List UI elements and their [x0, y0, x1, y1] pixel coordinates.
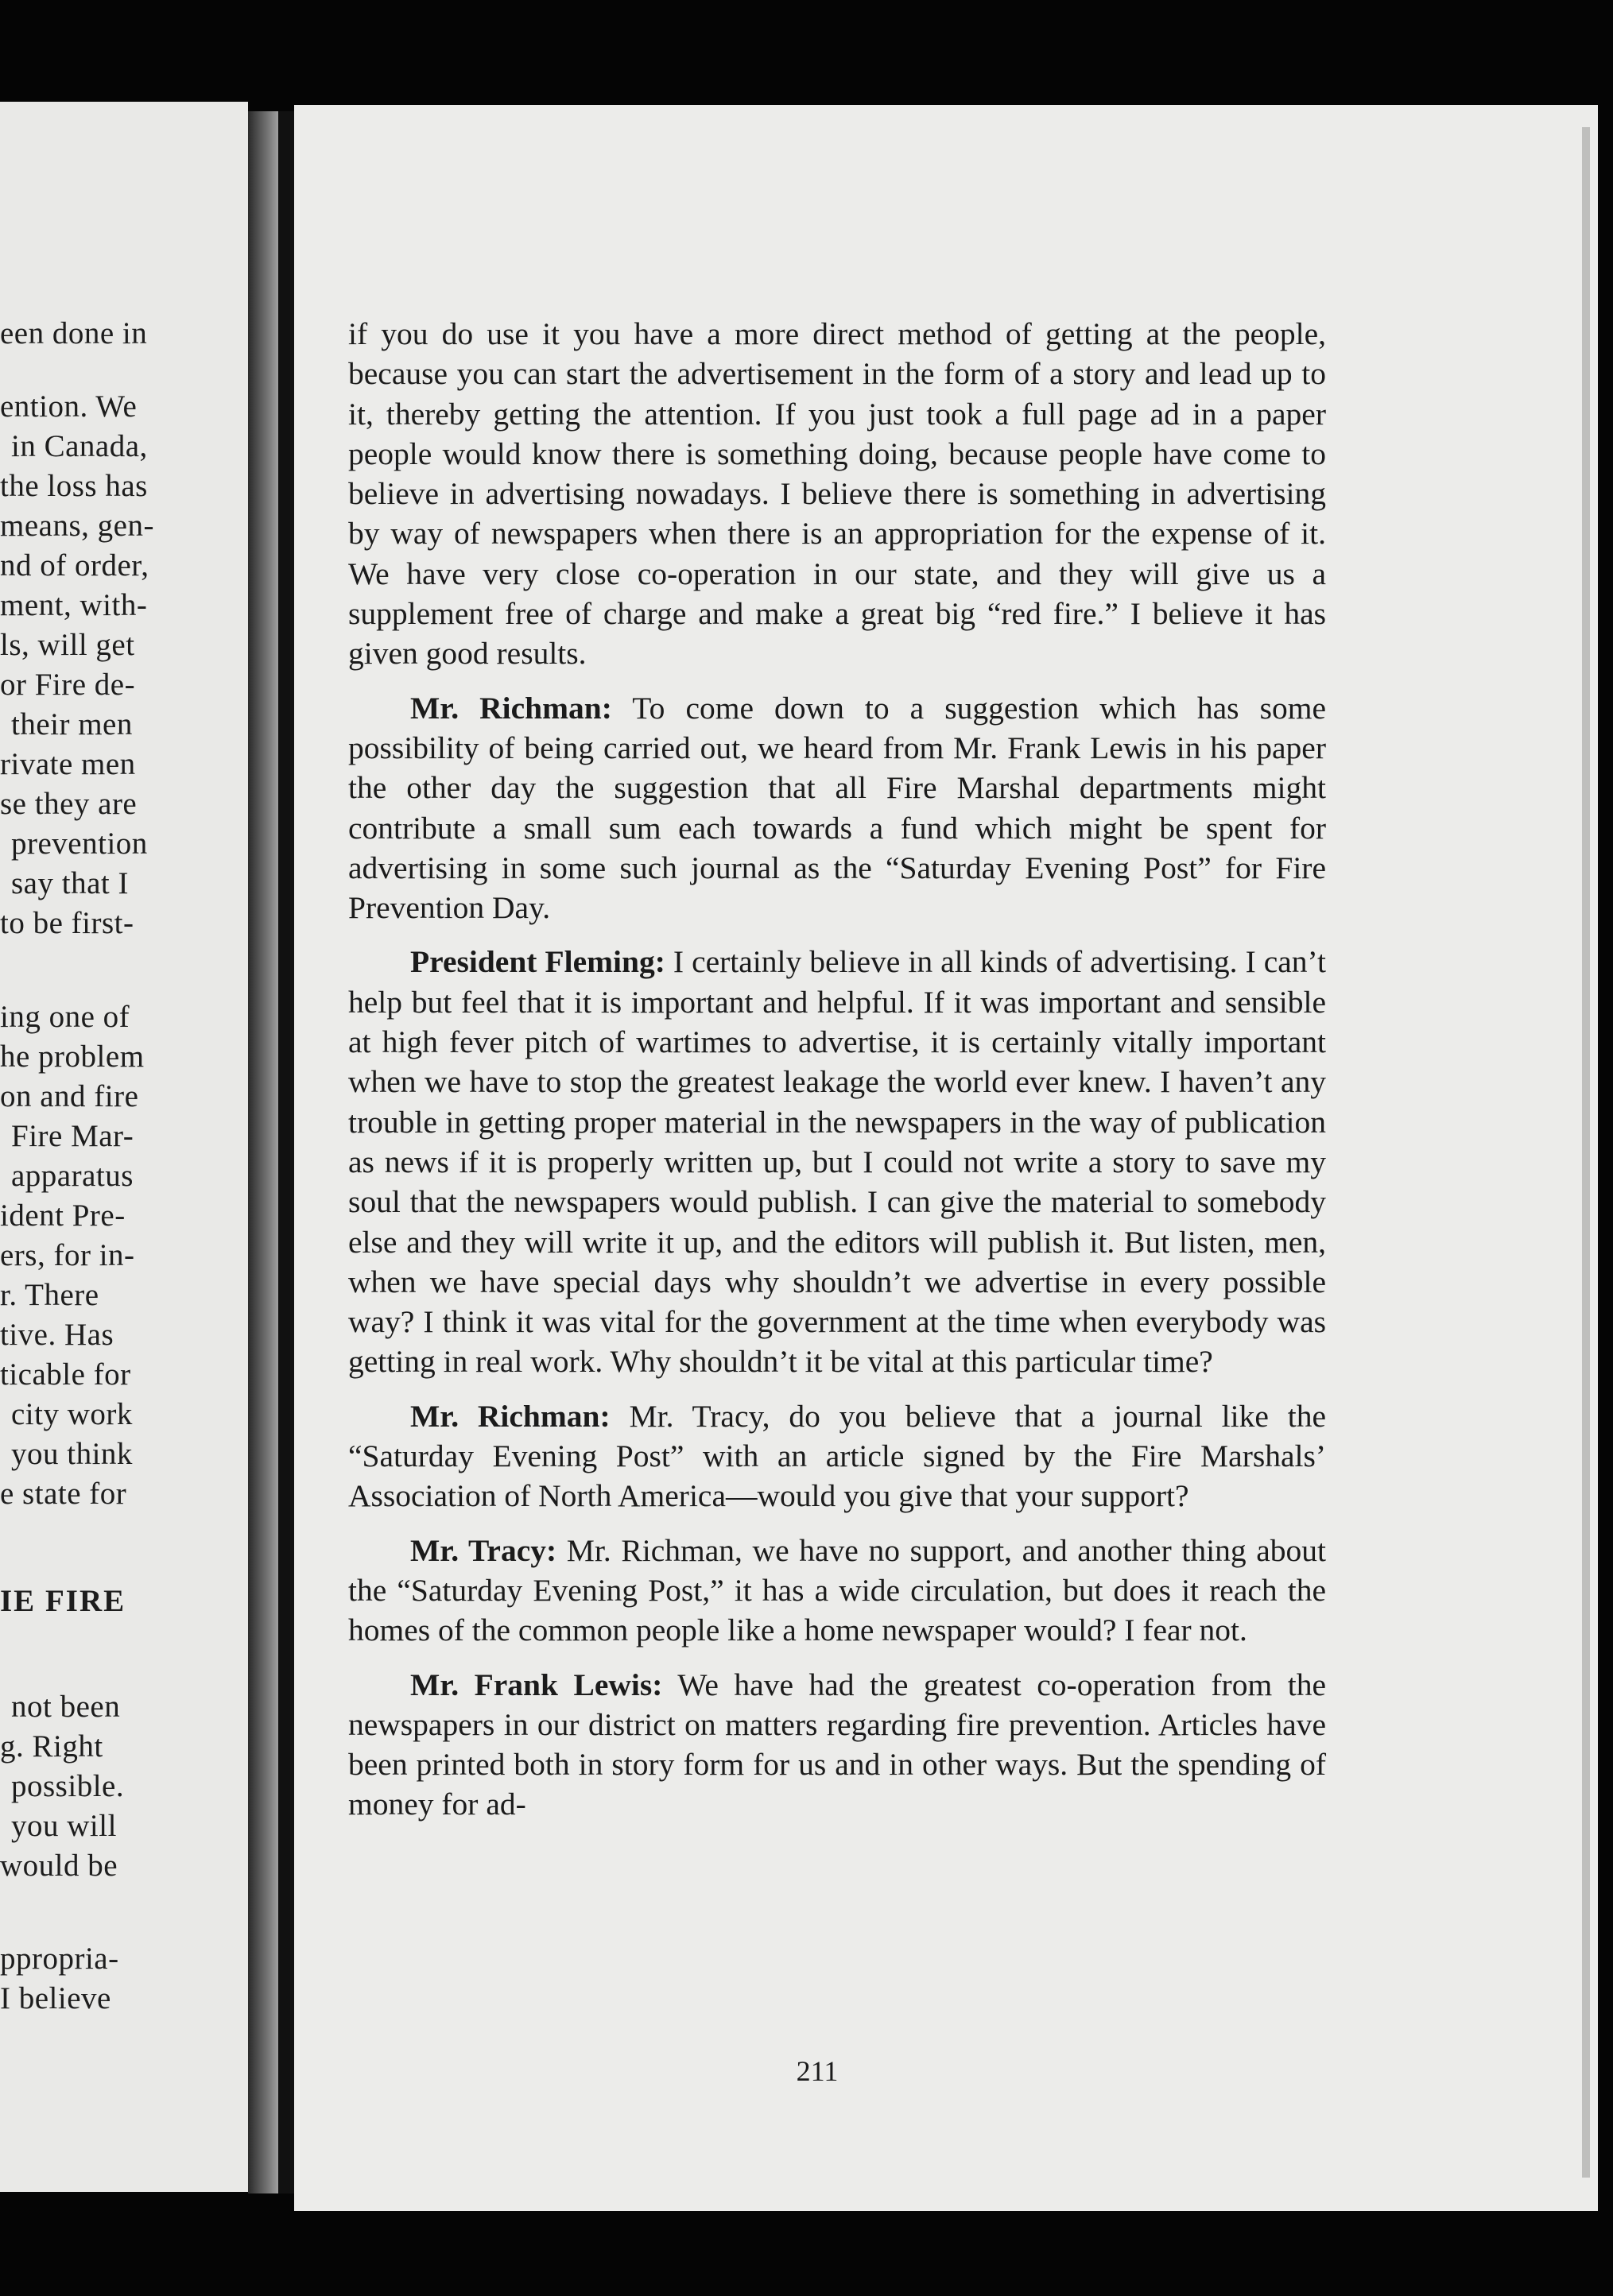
- left-page-line: prevention: [11, 827, 148, 861]
- left-page-line: would be: [0, 1849, 118, 1883]
- left-page-line: ls, will get: [0, 628, 135, 662]
- paragraph-text: I certainly believe in all kinds of advertising. I can’t help but feel that it is important and helpful. If it was important and sensible at high fever pitch of wartimes to advertise, it is certainly vitally important when we have to stop the greatest leakage the world ever knew. I haven’t any trouble in getting proper material in the newspapers in the way of publication as news if it is properly written up, but I could not write a story to save my soul that the newspapers would publish. I can give the material to somebody else and they will write it up, and the editors will publish it. But listen, men, when we have special days why shouldn’t we advertise in every possible way? I think it was vital for the government at the time when everybody was getting in real work. Why shouldn’t it be vital at this particular time?: [348, 944, 1326, 1380]
- left-page-line: ident Pre-: [0, 1198, 126, 1233]
- left-page-line: se they are: [0, 787, 138, 821]
- speaker-name: Mr. Richman:: [410, 690, 612, 726]
- left-page-line: say that I: [11, 866, 129, 900]
- left-page-line: ers, for in-: [0, 1238, 135, 1272]
- left-page: [0, 102, 248, 2192]
- page-number: 211: [796, 2055, 839, 2087]
- paragraph-text: To come down to a suggestion which has some possibility of being carried out, we heard from Mr. Frank Lewis in his paper the other day the suggestion that all Fire Marshal departments might contribute a small sum each towards a fund which might be spent for advertising in some such journal as the “Saturday Evening Post” for Fire Prevention Day.: [348, 690, 1326, 926]
- left-page-line: ppropria-: [0, 1942, 119, 1976]
- left-page-line: you will: [11, 1809, 117, 1843]
- left-page-line: on and fire: [0, 1079, 139, 1113]
- left-page-line: ticable for: [0, 1357, 131, 1392]
- speaker-name: Mr. Frank Lewis:: [410, 1667, 663, 1702]
- left-page-line: r. There: [0, 1278, 99, 1312]
- left-page-line: possible.: [11, 1769, 125, 1803]
- left-page-line: he problem: [0, 1040, 145, 1074]
- left-page-line: een done in: [0, 316, 148, 350]
- left-page-line: e state for: [0, 1477, 127, 1511]
- left-page-line: ment, with-: [0, 588, 148, 622]
- left-page-line: nd of order,: [0, 548, 149, 583]
- left-page-line: ing one of: [0, 1000, 130, 1034]
- paragraph: [348, 1396, 1326, 1516]
- left-page-line: to be first-: [0, 906, 134, 940]
- speaker-name: Mr. Tracy:: [410, 1532, 557, 1568]
- left-page-line: apparatus: [11, 1159, 134, 1193]
- left-page-line: you think: [11, 1437, 133, 1471]
- paragraph-text: Mr. Richman, we have no support, and another thing about the “Saturday Evening Post,” it has a wide circulation, but does it reach the homes of the common people like a home newspaper would? I fear not.: [348, 1532, 1326, 1648]
- left-page-line: Fire Mar-: [11, 1119, 134, 1153]
- paragraph: [348, 942, 1326, 1381]
- left-page-line: I believe: [0, 1981, 111, 2015]
- paragraph: [348, 314, 1326, 674]
- left-page-line: not been: [11, 1690, 121, 1724]
- left-page-line: city work: [11, 1397, 133, 1431]
- left-page-line: rivate men: [0, 747, 136, 781]
- gutter-shadow: [278, 111, 294, 2193]
- right-page-text: [348, 314, 1326, 1839]
- left-page-line: their men: [11, 707, 133, 741]
- speaker-name: President Fleming:: [410, 944, 665, 980]
- left-page-line: the loss has: [0, 469, 148, 503]
- paragraph: [348, 1531, 1326, 1651]
- page-edge: [1582, 127, 1590, 2178]
- left-page-heading-fragment: IE FIRE: [0, 1584, 126, 1618]
- speaker-name: Mr. Richman:: [410, 1398, 611, 1434]
- left-page-line: tive. Has: [0, 1318, 114, 1352]
- paragraph: [348, 1665, 1326, 1825]
- left-page-line: ention. We: [0, 389, 138, 424]
- paragraph-text: Mr. Tracy, do you believe that a journal like the “Saturday Evening Post” with an article signed by the Fire Marshals’ Association of North America—would you give that your support?: [348, 1398, 1326, 1514]
- paragraph-text: We have had the greatest co-operation from the newspapers in our district on matters regarding fire prevention. Articles have been printed both in story form for us and in other ways. But the spending of money for ad-: [348, 1667, 1326, 1822]
- left-page-line: g. Right: [0, 1729, 103, 1764]
- paragraph: [348, 688, 1326, 928]
- left-page-line: in Canada,: [11, 429, 148, 463]
- paragraph-text: if you do use it you have a more direct method of getting at the people, because you can start the advertisement in the form of a story and lead up to it, thereby getting the attention. If you just took a full page ad in a paper people would know there is something doing, because people have come to believe in advertising nowadays. I believe there is something in advertising by way of newspapers when there is an appropriation for the expense of it. We have very close co-operation in our state, and they will give us a supplement free of charge and make a great big “red fire.” I believe it has given good results.: [348, 316, 1326, 672]
- left-page-line: means, gen-: [0, 509, 154, 543]
- left-page-line: or Fire de-: [0, 668, 136, 702]
